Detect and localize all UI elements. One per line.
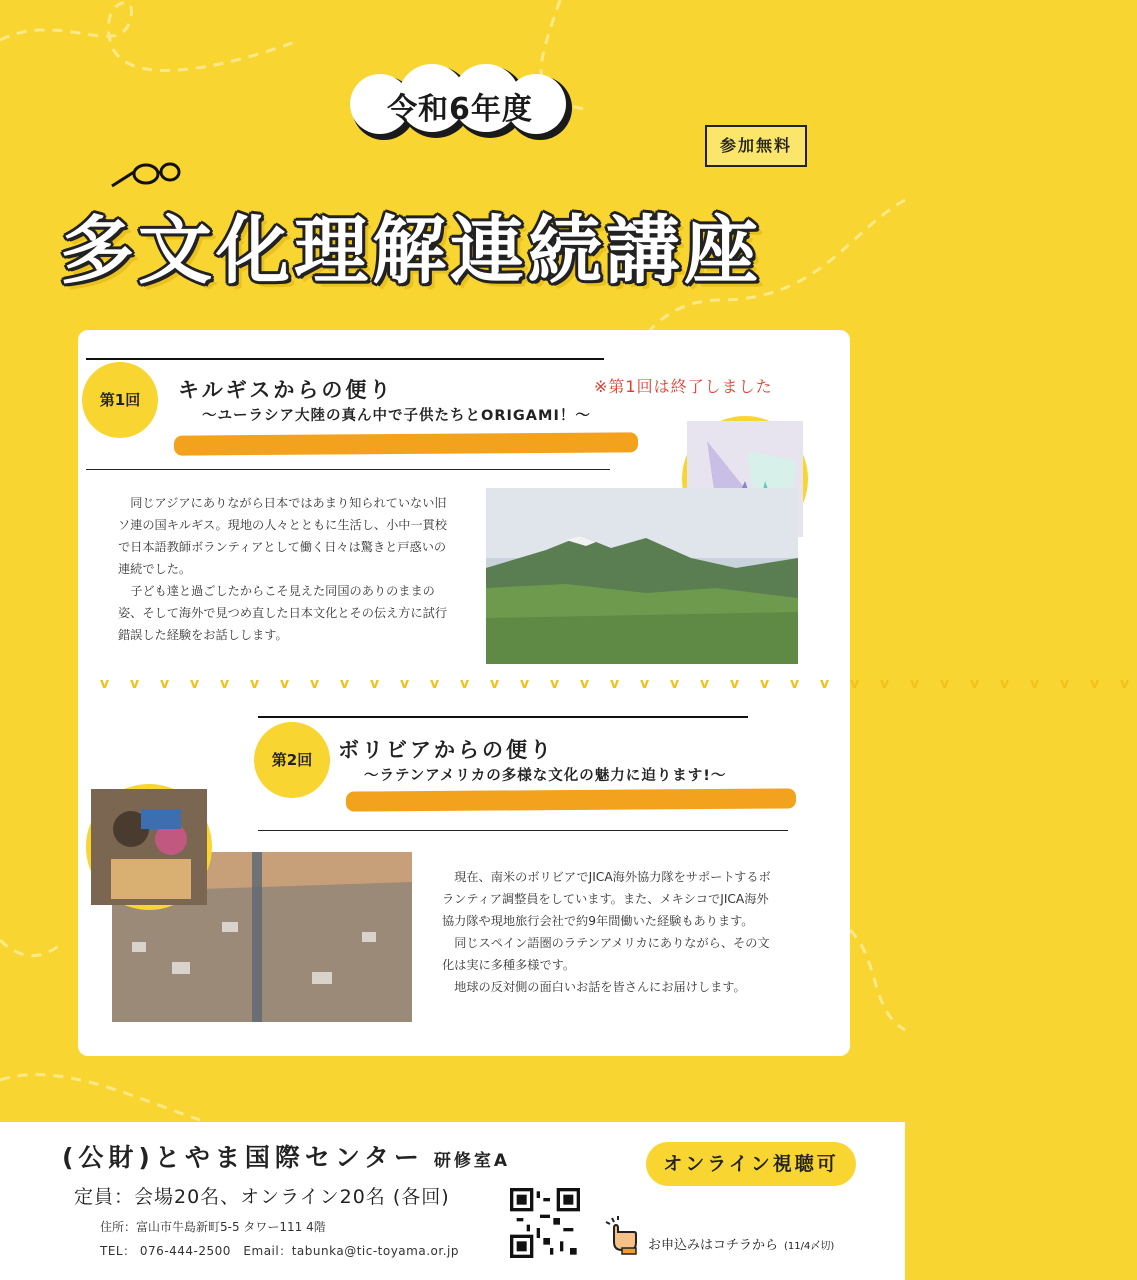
apply-link[interactable] [648, 1234, 834, 1253]
session-2-paragraph: 現在、南米のボリビアでJICA海外協力隊をサポートするボランティア調整員をしています。また、メキシコでJICA海外協力隊や現地旅行会社で約9年間働いた経験もあります。 [442, 870, 771, 928]
bolivia-market-photo [86, 784, 212, 910]
venue [62, 1138, 510, 1174]
session-2-paragraph: 地球の反対側の面白いお話を皆さんにお届けします。 [454, 980, 746, 994]
address: 住所：富山市牛島新町5-5 タワー111 4階 [100, 1220, 326, 1234]
session-1-subtitle: ～ユーラシア大陸の真ん中で子供たちとORIGAMI！～ [202, 408, 591, 424]
session-2-subtitle: ～ラテンアメリカの多様な文化の魅力に迫ります!～ [364, 768, 727, 784]
glasses-icon [108, 160, 180, 192]
apply-deadline: (11/4〆切) [784, 1241, 835, 1252]
session-2-description [442, 866, 774, 998]
pointing-hand-icon [598, 1212, 642, 1256]
divider-line [86, 358, 604, 360]
section-divider-chevrons: v v v v v v v v v v v v v v v v v v v v v v v v v v v v v v v v v v v [100, 676, 1137, 692]
market-people-image [91, 789, 207, 905]
session-1-paragraph: 同じアジアにありながら日本ではあまり知られていない旧ソ連の国キルギス。現地の人々とともに生活し、小中一貫校で日本語教師ボランティアとして働く日々は驚きと戸惑いの連続でした。 [118, 496, 448, 576]
session-2-paragraph: 同じスペイン語圏のラテンアメリカにありながら、その文化は実に多種多様です。 [442, 936, 770, 972]
year-badge [340, 66, 580, 142]
divider-line [258, 830, 788, 831]
footer [0, 1122, 905, 1280]
content-card [78, 330, 1137, 1056]
kyrgyz-landscape-photo [486, 488, 798, 664]
contact-info: TEL： 076-444-2500 Email：tabunka@tic-toyama.or.jp [100, 1244, 459, 1258]
venue-name: (公財)とやま国際センター [62, 1143, 424, 1172]
year-label: 令和6年度 [387, 92, 533, 127]
session-2-title: ボリビアからの便り [338, 738, 554, 762]
mountain-landscape-image [486, 488, 798, 664]
session-1-badge: 第1回 [82, 362, 158, 438]
qr-code[interactable] [510, 1188, 580, 1258]
divider-line [258, 716, 748, 718]
session-2-redacted-date [346, 788, 796, 811]
session-1-paragraph: 子ども達と過ごしたからこそ見えた同国のありのままの姿、そして海外で見つめ直した日本文化とその伝え方に試行錯誤した経験をお話しします。 [118, 584, 448, 642]
main-title: 多文化理解連続講座 [60, 208, 762, 294]
session-1-title: キルギスからの便り [178, 378, 394, 402]
apply-text: お申込みはコチラから [648, 1238, 779, 1253]
venue-room: 研修室A [433, 1151, 511, 1171]
session-1-ended-note: ※第1回は終了しました [594, 377, 773, 396]
capacity: 定員：会場20名、オンライン20名 (各回) [74, 1186, 450, 1208]
free-admission-badge: 参加無料 [705, 125, 807, 167]
session-2-badge: 第2回 [254, 722, 330, 798]
divider-line [86, 469, 610, 470]
session-1-redacted-date [174, 432, 638, 455]
online-viewing-badge: オンライン視聴可 [646, 1142, 856, 1186]
session-1-description [118, 492, 458, 646]
